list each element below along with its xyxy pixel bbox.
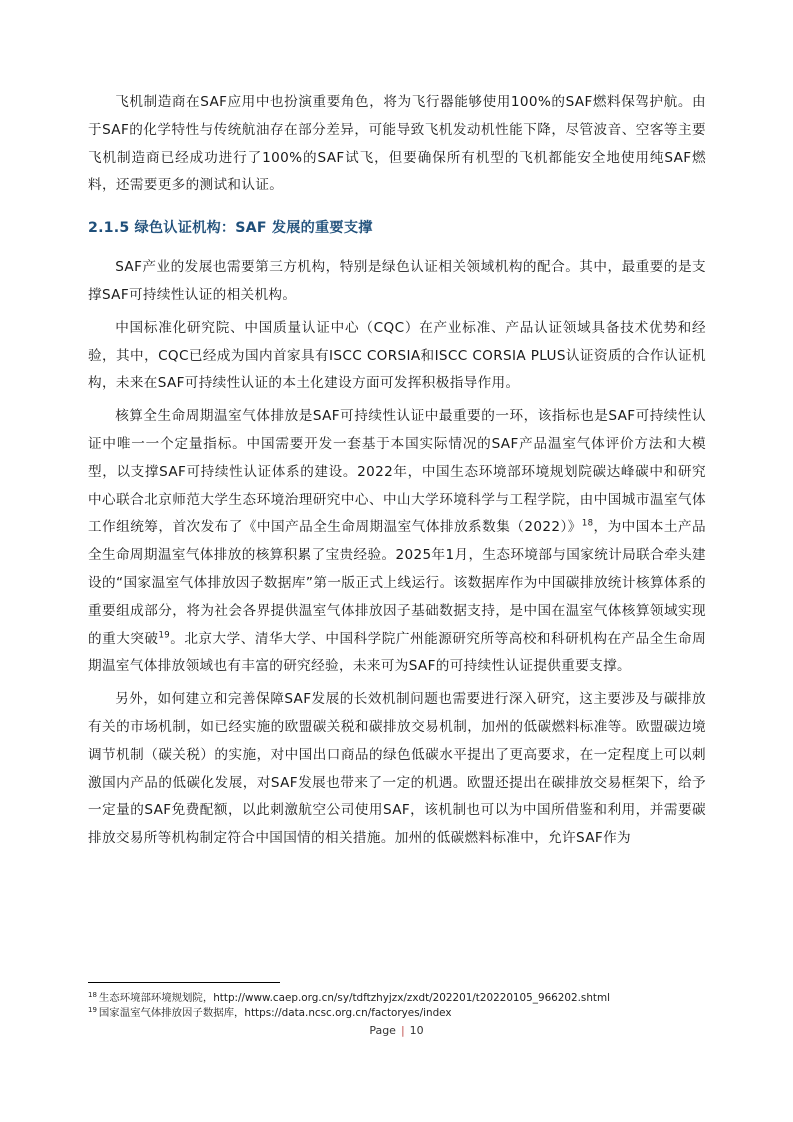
footnote-text: 国家温室气体排放因子数据库，https://data.ncsc.org.cn/factoryes/index (98, 1007, 452, 1019)
paragraph-text: 核算全生命周期温室气体排放是SAF可持续性认证中最重要的一环，该指标也是SAF可持续性认证中唯一一个定量指标。中国需要开发一套基于本国实际情况的SAF产品温室气体评价方法和大模型，以支撑SAF可持续性认证体系的建设。2022年，中国生态环境部环境规划院碳达峰碳中和研究中心联合北京师范大学生态环境治理研究中心、中山大学环境科学与工程学院，由中国城市温室气体工作组统筹，首次发布了《中国产品全生命周期温室气体排放系数集（2022）》 (88, 408, 706, 536)
paragraph-text: 。北京大学、清华大学、中国科学院广州能源研究所等高校和科研机构在产品全生命周期温室气体排放领域也有丰富的研究经验，未来可为SAF的可持续性认证提供重要支撑。 (88, 630, 707, 675)
footnote-text: 生态环境部环境规划院，http://www.caep.org.cn/sy/tdftzhyjzx/zxdt/202201/t20220105_966202.shtml (98, 992, 611, 1004)
paragraph: 另外，如何建立和完善保障SAF发展的长效机制问题也需要进行深入研究，这主要涉及与碳排放有关的市场机制，如已经实施的欧盟碳关税和碳排放交易机制，加州的低碳燃料标准等。欧盟碳边境调节机制（碳关税）的实施，对中国出口商品的绿色低碳水平提出了更高要求，在一定程度上可以刺激国内产品的低碳化发展，对SAF发展也带来了一定的机遇。欧盟还提出在碳排放交易框架下，给予一定量的SAF免费配额，以此刺激航空公司使用SAF，该机制也可以为中国所借鉴和利用，并需要碳排放交易所等机构制定符合中国国情的相关措施。加州的低碳燃料标准中，允许SAF作为 (88, 691, 706, 847)
page-separator: | (400, 1024, 405, 1037)
footnote-number: 18 (88, 990, 97, 999)
paragraph: SAF产业的发展也需要第三方机构，特别是绿色认证相关领域机构的配合。其中，最重要的是支撑SAF可持续性认证的相关机构。 (88, 259, 706, 303)
page-label: Page (369, 1024, 396, 1037)
paragraph-text: ，为中国本土产品全生命周期温室气体排放的核算积累了宝贵经验。2025年1月，生态环境部与国家统计局联合牵头建设的“国家温室气体排放因子数据库”第一版正式上线运行。该数据库作为中国碳排放统计核算体系的重要组成部分，将为社会各界提供温室气体排放因子基础数据支持，是中国在温室气体核算领域实现的重大突破 (88, 519, 706, 647)
section-heading: 2.1.5 绿色认证机构：SAF 发展的重要支撑 (88, 220, 373, 237)
footnote (88, 1006, 728, 1021)
footnotes (88, 991, 728, 1021)
body-text (88, 89, 706, 853)
footnote (88, 991, 728, 1006)
paragraph: 飞机制造商在SAF应用中也扮演重要角色，将为飞行器能够使用100%的SAF燃料保驾护航。由于SAF的化学特性与传统航油存在部分差异，可能导致飞机发动机性能下降，尽管波音、空客等主要飞机制造商已经成功进行了100%的SAF试飞，但要确保所有机型的飞机都能安全地使用纯SAF燃料，还需要更多的测试和认证。 (88, 94, 706, 194)
page-number: 10 (409, 1024, 424, 1037)
footnote-divider (88, 982, 280, 983)
footnote-ref-19: 19 (158, 630, 171, 641)
paragraph: 中国标准化研究院、中国质量认证中心（CQC）在产业标准、产品认证领域具备技术优势和经验，其中，CQC已经成为国内首家具有ISCC CORSIA和ISCC CORSIA PLUS认证资质的合作认证机构，未来在SAF可持续性认证的本土化建设方面可发挥积极指导作用。 (88, 319, 706, 392)
footnote-number: 19 (88, 1005, 97, 1014)
footnote-ref-18: 18 (581, 518, 594, 529)
page-footer (0, 1024, 793, 1037)
paragraph (88, 403, 706, 681)
